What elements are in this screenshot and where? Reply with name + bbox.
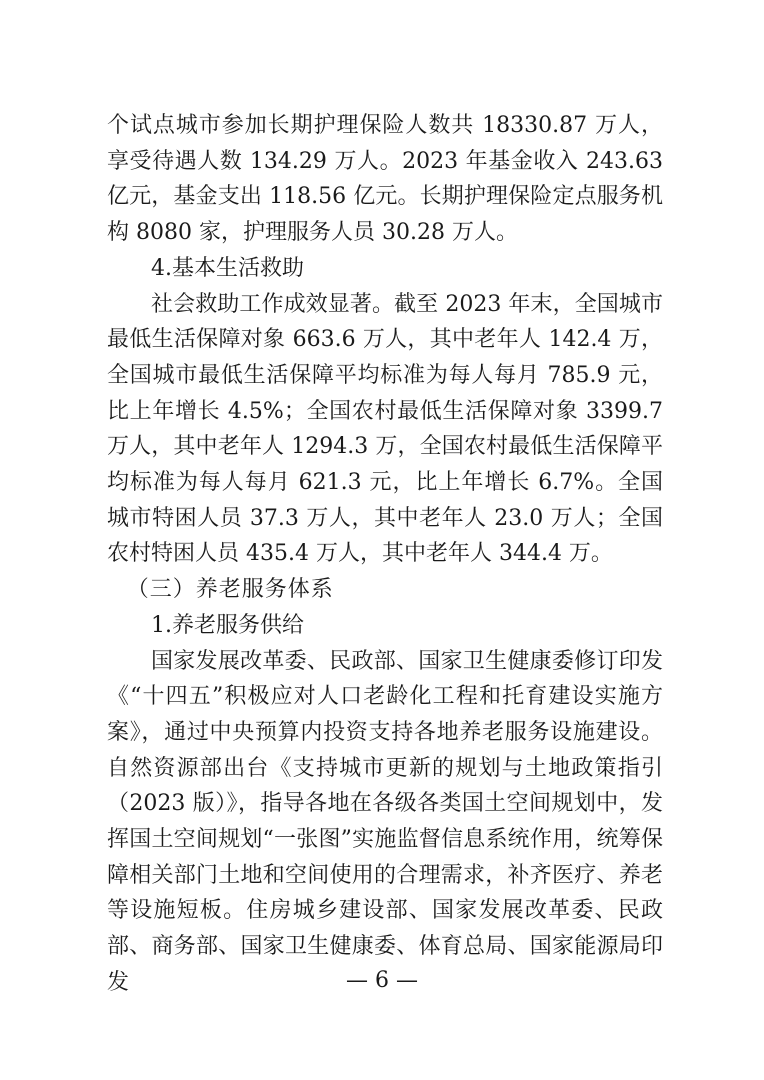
paragraph-elderly-service-supply: 国家发展改革委、民政部、国家卫生健康委修订印发《“十四五”积极应对人口老龄化工程和托育建设实施方案》，通过中央预算内投资支持各地养老服务设施建设。自然资源部出台《支持城市更新的规划与土地政策指引（2023 版）》，指导各地在各级各类国土空间规划中，发挥国土空间规划“一张图”实施监督信息系统作用，统筹保障相关部门土地和空间使用的合理需求，补齐医疗、养老等设施短板。住房城乡建设部、国家发展改革委、民政部、商务部、国家卫生健康委、体育总局、国家能源局印发	[107, 648, 663, 995]
paragraph-ltc-continuation: 个试点城市参加长期护理保险人数共 18330.87 万人，享受待遇人数 134.29 万人。2023 年基金收入 243.63 亿元，基金支出 118.56 亿元。长期护理保险定点服务机构 8080 家，护理服务人员 30.28 万人。	[107, 113, 663, 246]
paragraph-social-assistance: 社会救助工作成效显著。截至 2023 年末，全国城市最低生活保障对象 663.6 万人，其中老年人 142.4 万，全国城市最低生活保障平均标准为每人每月 785.9 元，比上年增长 4.5%；全国农村最低生活保障对象 3399.7 万人，其中老年人 1294.3 万，全国农村最低生活保障平均标准为每人每月 621.3 元，比上年增长 6.7%。全国城市特困人员 37.3 万人，其中老年人 23.0 万人；全国农村特困人员 435.4 万人，其中老年人 344.4 万。	[107, 291, 663, 567]
page-number: — 6 —	[346, 968, 418, 993]
heading-elderly-service-supply: 1.养老服务供给	[151, 612, 304, 638]
heading-basic-living-assistance: 4.基本生活救助	[151, 255, 304, 281]
body-text	[107, 108, 663, 1001]
heading-elderly-service-system: （三）养老服务体系	[126, 577, 334, 603]
